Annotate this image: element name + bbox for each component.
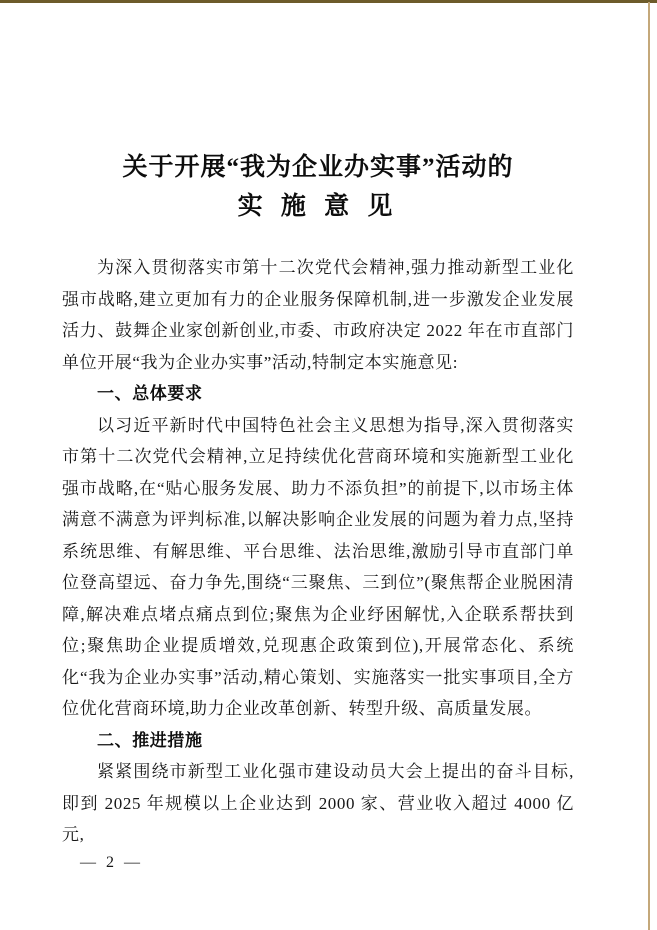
document-content (62, 0, 574, 873)
title-line-2: 实 施 意 见 (237, 193, 399, 220)
document-title (62, 148, 574, 226)
section-heading-promotion-measures: 二、推进措施 (97, 730, 203, 750)
paragraph-intro: 为深入贯彻落实市第十二次党代会精神,强力推动新型工业化强市战略,建立更加有力的企业服务保障机制,进一步激发企业发展活力、鼓舞企业家创新创业,市委、市政府决定 2022 年在市直部门单位开展“我为企业办实事”活动,特制定本实施意见: (62, 258, 574, 372)
paragraph-promotion-measures: 紧紧围绕市新型工业化强市建设动员大会上提出的奋斗目标,即到 2025 年规模以上企业达到 2000 家、营业收入超过 4000 亿元, (62, 762, 574, 844)
paragraph-overall-requirements: 以习近平新时代中国特色社会主义思想为指导,深入贯彻落实市第十二次党代会精神,立足持续优化营商环境和实施新型工业化强市战略,在“贴心服务发展、助力不添负担”的前提下,以市场主体满意不满意为评判标准,以解决影响企业发展的问题为着力点,坚持系统思维、有解思维、平台思维、法治思维,激励引导市直部门单位登高望远、奋力争先,围绕“三聚焦、三到位”(聚焦帮企业脱困清障,解决难点堵点痛点到位;聚焦为企业纾困解忧,入企联系帮扶到位;聚焦助企业提质增效,兑现惠企政策到位),开展常态化、系统化“我为企业办实事”活动,精心策划、实施落实一批实事项目,全方位优化营商环境,助力企业改革创新、转型升级、高质量发展。 (62, 415, 574, 718)
title-line-1: 关于开展“我为企业办实事”活动的 (122, 154, 514, 181)
document-body (62, 252, 574, 851)
section-heading-overall-requirements: 一、总体要求 (97, 384, 203, 403)
page-number: — 2 — (80, 853, 143, 871)
page-right-edge (648, 2, 650, 930)
